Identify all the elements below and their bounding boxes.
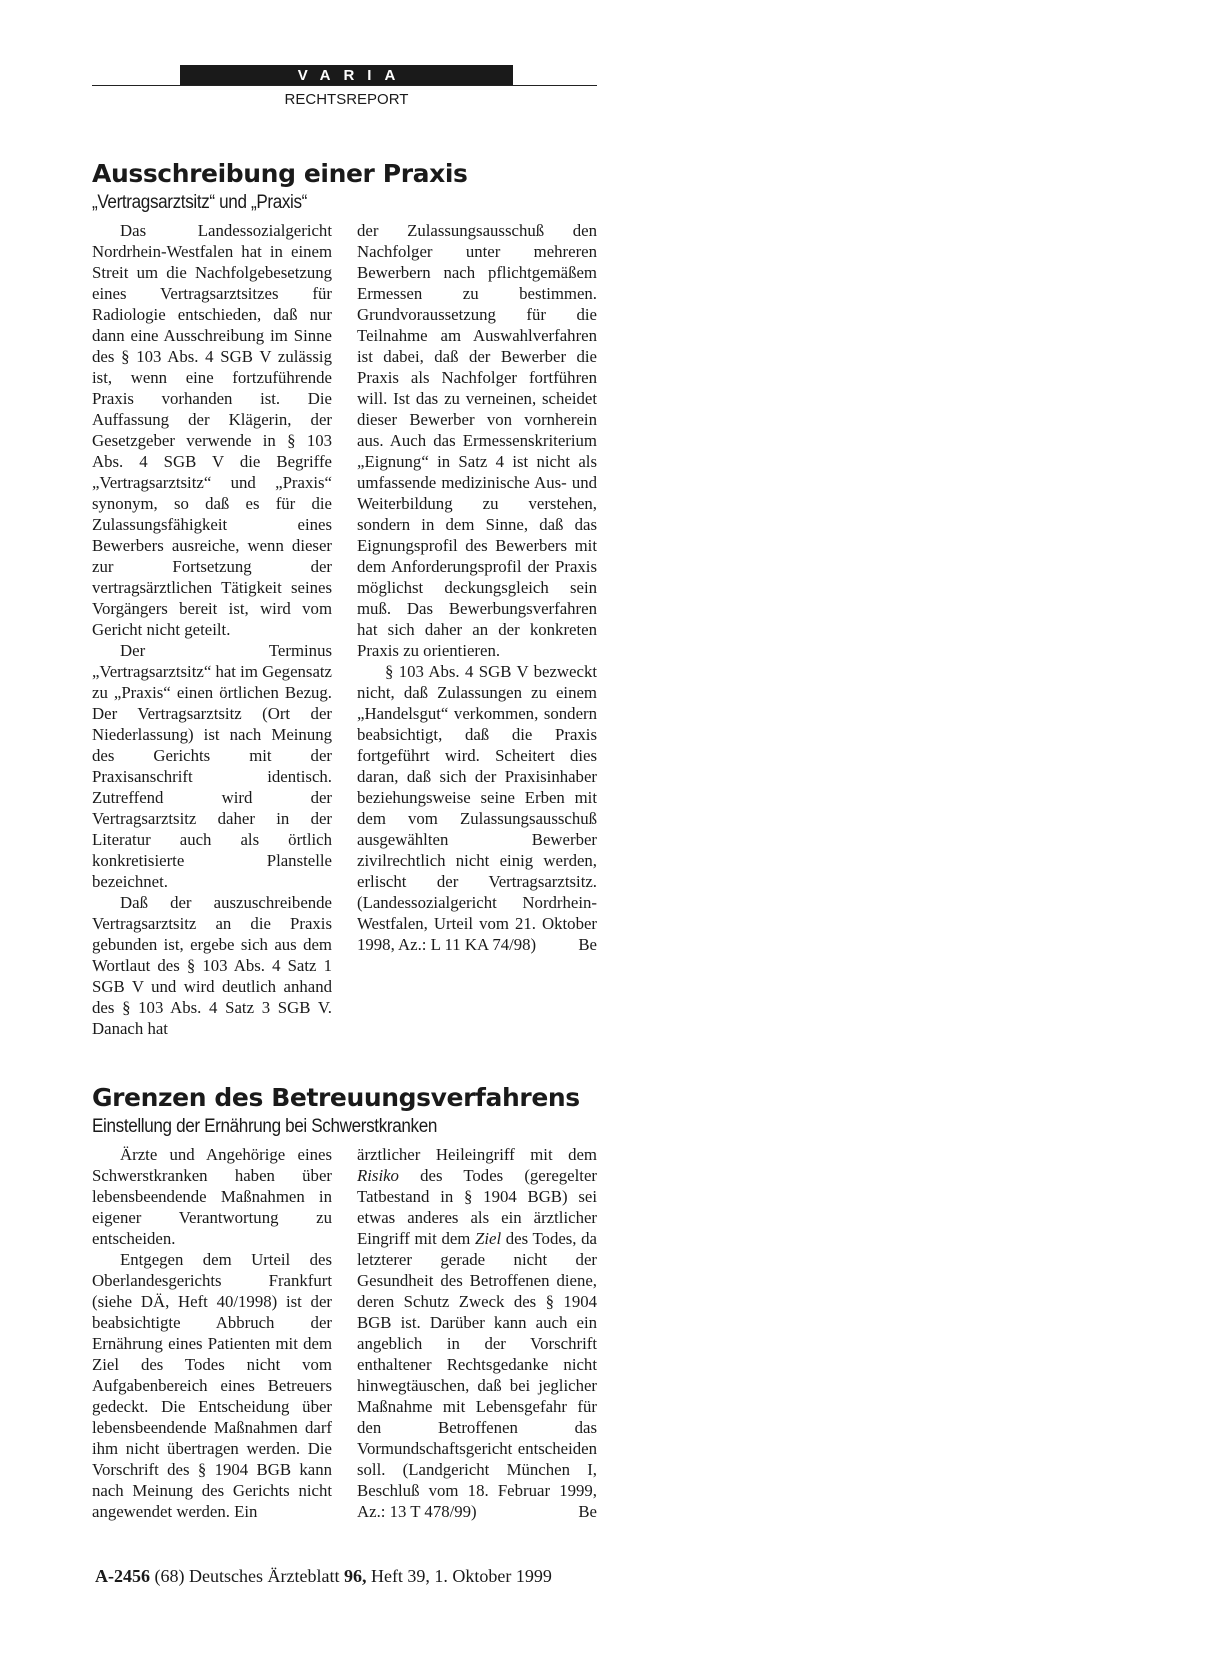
paragraph (357, 1144, 597, 1522)
article-columns (92, 1144, 597, 1522)
article-title: Ausschreibung einer Praxis (92, 159, 468, 188)
volume-number: 96, (343, 1566, 367, 1586)
paragraph: Entgegen dem Urteil des Oberlandesgerichts Frankfurt (siehe DÄ, Heft 40/1998) ist der beabsichtigte Abbruch der Ernährung eines Patienten mit dem Ziel des Todes nicht vom Aufgabenbereich eines Betreuers gedeckt. Die Entscheidung über lebensbeendende Maßnahmen darf ihm nicht übertragen werden. Die Vorschrift des § 1904 BGB kann nach Meinung des Gerichts nicht angewendet werden. Ein (92, 1250, 332, 1521)
paragraph: Daß der auszuschreibende Vertragsarztsitz an die Praxis gebunden ist, ergebe sich aus dem Wortlaut des § 103 Abs. 4 Satz 1 SGB V und wird deutlich anhand des § 103 Abs. 4 Satz 3 SGB V. Danach hat (92, 893, 332, 1038)
paragraph-text: des Todes (geregelter Tatbestand in § 1904 BGB) sei etwas anderes als ein ärztlicher Eingriff mit dem (357, 1166, 597, 1248)
emphasis-risk: Risiko (357, 1166, 399, 1185)
column-right (357, 220, 597, 1039)
column-left (92, 220, 332, 1039)
author-signature: Be (578, 1502, 597, 1521)
article-subtitle: „Vertragsarztsitz“ und „Praxis“ (92, 192, 308, 213)
subsection-label: RECHTSREPORT (284, 91, 409, 108)
paragraph: der Zulassungsausschuß den Nachfolger unter mehreren Bewerbern nach pflichtgemäßem Ermessen zu bestimmen. Grundvoraussetzung für die Teilnahme am Auswahlverfahren ist dabei, daß der Bewerber die Praxis als Nachfolger fortführen will. Ist das zu verneinen, scheidet dieser Bewerber von vornherein aus. Auch das Ermessenskriterium „Eignung“ in Satz 4 ist nicht als umfassende medizinische Aus- und Weiterbildung zu verstehen, sondern in dem Sinne, daß das Eignungsprofil des Bewerbers mit dem Anforderungsprofil der Praxis möglichst deckungsgleich sein muß. Das Bewerbungsverfahren hat sich daher an der konkreten Praxis zu orientieren. (357, 221, 597, 660)
article-betreuung (92, 1082, 597, 1522)
section-label: VARIA (180, 65, 513, 86)
paragraph (357, 661, 597, 955)
article-subtitle: Einstellung der Ernährung bei Schwerstkranken (92, 1116, 438, 1137)
emphasis-goal: Ziel (475, 1229, 502, 1248)
paragraph: Das Landessozialgericht Nordrhein-Westfalen hat in einem Streit um die Nachfolgebesetzung eines Vertragsarztsitzes für Radiologie entschieden, daß nur dann eine Ausschreibung im Sinne des § 103 Abs. 4 SGB V zulässig ist, wenn eine fortzuführende Praxis vorhanden ist. Die Auffassung der Klägerin, der Gesetzgeber verwende in § 103 Abs. 4 SGB V die Begriffe „Vertragsarztsitz“ und „Praxis“ synonym, so daß es für die Zulassungsfähigkeit eines Bewerbers ausreiche, wenn dieser zur Fortsetzung der vertragsärztlichen Tätigkeit seines Vorgängers bereit ist, wird vom Gericht nicht geteilt. (92, 221, 332, 639)
page-number: A-2456 (95, 1566, 150, 1586)
header-rule (92, 85, 597, 86)
issue-info: Heft 39, 1. Oktober 1999 (370, 1566, 552, 1586)
paragraph-text: § 103 Abs. 4 SGB V bezweckt nicht, daß Zulassungen zu einem „Handelsgut“ verkommen, sondern beabsichtigt, daß die Praxis fortgeführt wird. Scheitert dies daran, daß sich der Praxisinhaber beziehungsweise seine Erben mit dem vom Zulassungsausschuß ausgewählten Bewerber zivilrechtlich nicht einig werden, erlischt der Vertragsarztsitz. (Landessozialgericht Nordrhein-Westfalen, Urteil vom 21. Oktober 1998, Az.: L 11 KA 74/98) (357, 662, 597, 954)
column-right (357, 1144, 597, 1522)
journal-name: Deutsches Ärzteblatt (189, 1566, 340, 1586)
local-page-number: (68) (154, 1566, 185, 1586)
paragraph-text: ärztlicher Heileingriff mit dem (357, 1145, 597, 1164)
paragraph: Ärzte und Angehörige eines Schwerstkranken haben über lebensbeendende Maßnahmen in eigener Verantwortung zu entscheiden. (92, 1145, 332, 1248)
article-columns (92, 220, 597, 1039)
article-title: Grenzen des Betreuungsverfahrens (92, 1083, 580, 1112)
author-signature: Be (578, 935, 597, 954)
paragraph: Der Terminus „Vertragsarztsitz“ hat im Gegensatz zu „Praxis“ einen örtlichen Bezug. Der Vertragsarztsitz (Ort der Niederlassung) ist nach Meinung des Gerichts mit der Praxisanschrift identisch. Zutreffend wird der Vertragsarztsitz daher in der Literatur auch als örtlich konkretisierte Planstelle bezeichnet. (92, 641, 332, 891)
article-praxis (92, 158, 597, 1039)
paragraph-text: des Todes, da letzterer gerade nicht der Gesundheit des Betroffenen diene, deren Schutz Zweck des § 1904 BGB ist. Darüber kann auch ein angeblich in der Vorschrift enthaltener Rechtsgedanke nicht hinwegtäuschen, daß bei jeglicher Maßnahme mit Lebensgefahr für den Betroffenen das Vormundschaftsgericht entscheiden soll. (Landgericht München I, Beschluß vom 18. Februar 1999, Az.: 13 T 478/99) (357, 1229, 597, 1521)
page-footer (95, 1566, 615, 1587)
column-left (92, 1144, 332, 1522)
